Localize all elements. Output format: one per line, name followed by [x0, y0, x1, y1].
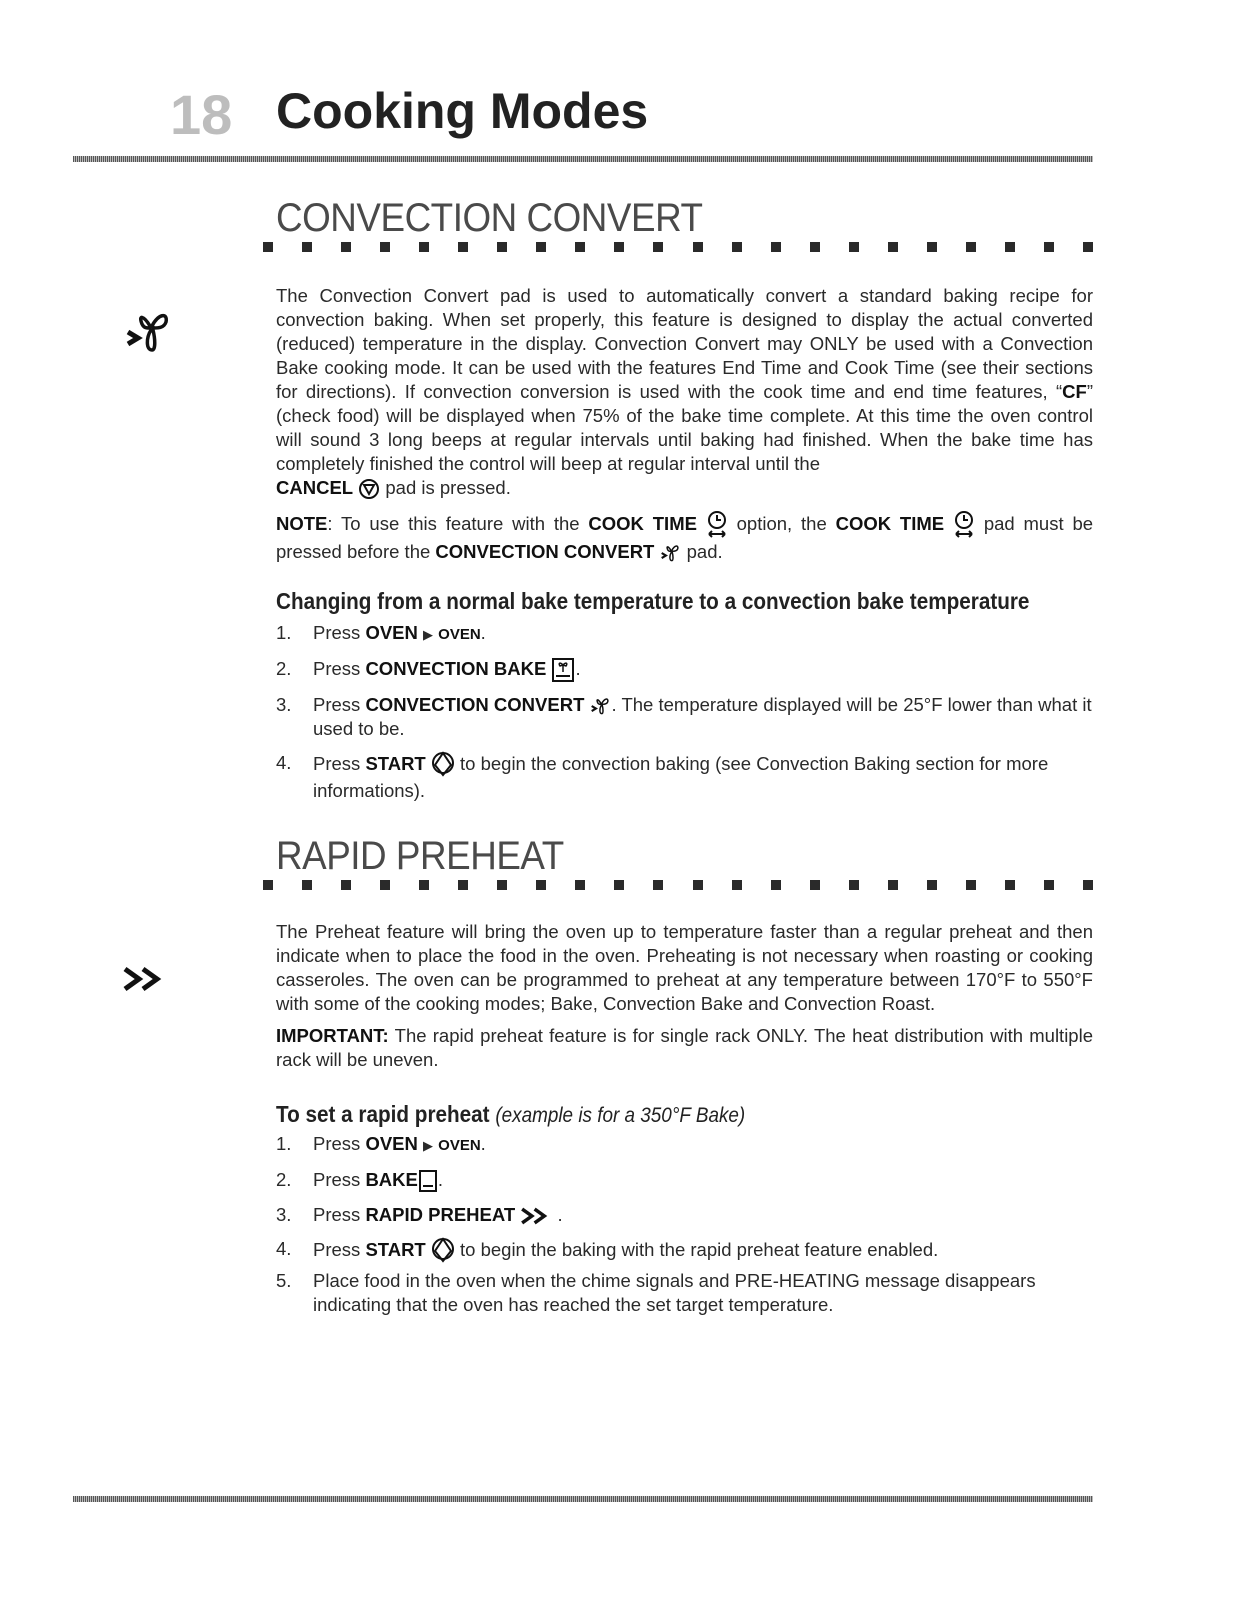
cook-time-icon	[706, 510, 728, 540]
rapid-preheat-heading-note: (example is for a 350°F Bake)	[495, 1104, 746, 1127]
section-dots-divider	[263, 880, 1093, 892]
header-divider	[73, 156, 1093, 162]
oven-key-label: OVEN	[365, 622, 418, 643]
step-number: 3.	[276, 694, 292, 716]
step-number: 2.	[276, 1169, 292, 1190]
convection-steps-heading: Changing from a normal bake temperature to a convection bake temperature	[276, 588, 1030, 614]
start-key-label: START	[365, 753, 426, 775]
convection-fan-icon	[660, 542, 682, 564]
step-number: 5.	[276, 1270, 292, 1292]
rapid-preheat-steps-heading	[276, 1101, 745, 1128]
step-text: .	[437, 1169, 443, 1190]
bake-icon	[418, 1169, 438, 1193]
rapid-preheat-description	[276, 920, 1093, 1080]
step-number: 1.	[276, 622, 292, 643]
step-number: 1.	[276, 1133, 292, 1154]
list-item	[276, 621, 1093, 647]
page-number: 18	[170, 83, 233, 146]
start-icon	[431, 751, 455, 779]
list-item	[276, 1237, 1093, 1265]
list-item	[276, 1132, 1093, 1158]
list-item	[276, 1269, 1093, 1317]
step-number: 3.	[276, 1204, 292, 1226]
cook-time-key-label-2: COOK TIME	[835, 513, 945, 534]
cancel-key-label: CANCEL	[276, 477, 354, 498]
convection-bake-icon	[551, 657, 575, 683]
page-title: Cooking Modes	[276, 83, 649, 139]
cf-code: CF	[1062, 381, 1087, 402]
convection-steps-list	[276, 621, 1093, 813]
rapid-preheat-para: The Preheat feature will bring the oven up to temperature faster than a regular preheat and then indicate when to place the food in the oven. Preheating is not necessary when roasting or cooking casseroles. The oven can be programmed to preheat at any temperature between 170°F to 550°F with some of the cooking modes; Bake, Convection Bake and Convection Roast.	[276, 921, 1093, 1014]
cook-time-key-label: COOK TIME	[588, 513, 697, 534]
step-text: .	[480, 622, 486, 643]
list-item	[276, 657, 1093, 683]
bake-key-label: BAKE	[365, 1169, 418, 1190]
step-number: 2.	[276, 658, 292, 679]
start-key-label: START	[365, 1239, 426, 1260]
note-text-c: pad must be pressed before the	[276, 513, 1094, 563]
oven-key-label: OVEN	[365, 1133, 418, 1154]
start-icon	[431, 1237, 455, 1265]
convection-para-part1: The Convection Convert pad is used to automatically convert a standard baking recipe for convection baking. When set properly, this feature is designed to display the actual converted (reduced) temperature in the display. Convection Convert may ONLY be used with a Convection Bake cooking mode. It can be used with the features End Time and Cook Time (see their sections for directions). If convection conversion is used with the cook time and end time features, “	[276, 285, 1093, 402]
step-text: Press	[313, 1133, 361, 1154]
note-text-d: pad.	[686, 541, 723, 563]
step-number: 4.	[276, 752, 292, 774]
list-item	[276, 1168, 1093, 1193]
important-text: The rapid preheat feature is for single rack ONLY. The heat distribution with multiple rack will be uneven.	[276, 1025, 1093, 1070]
step-text: Press	[313, 1239, 361, 1260]
list-item	[276, 693, 1093, 741]
rapid-preheat-steps-list	[276, 1132, 1093, 1327]
section-title-rapid-preheat: RAPID PREHEAT	[276, 834, 564, 878]
step-text: Press	[313, 694, 361, 716]
note-text-a: : To use this feature with the	[327, 513, 580, 534]
section-title-convection-convert: CONVECTION CONVERT	[276, 196, 703, 240]
convection-fan-icon	[590, 695, 612, 717]
play-arrow-icon: ▶	[423, 627, 434, 642]
step-text: Press	[313, 622, 361, 643]
oven-key-sub-label: OVEN	[438, 1137, 481, 1154]
oven-key-sub-label: OVEN	[438, 626, 481, 643]
note-label: NOTE	[276, 513, 328, 534]
step-text: to begin the convection baking (see Convection Baking section for more informations).	[313, 753, 1049, 802]
list-item	[276, 751, 1093, 803]
step-text: to begin the baking with the rapid preheat feature enabled.	[460, 1239, 939, 1260]
step-number: 4.	[276, 1238, 292, 1260]
rapid-preheat-heading-text: To set a rapid preheat	[276, 1101, 490, 1127]
step-text: Press	[313, 658, 361, 679]
step-text: Place food in the oven when the chime signals and PRE-HEATING message disappears indicating that the oven has reached the set target temperature.	[313, 1270, 1036, 1316]
cook-time-icon	[953, 510, 975, 540]
convection-description	[276, 284, 1093, 572]
step-text: Press	[313, 1204, 361, 1226]
step-text: Press	[313, 1169, 361, 1190]
convection-para-part2: ” (check food) will be displayed when 75% of the bake time complete. At this time the oven control will sound 3 long beeps at regular intervals until baking had finished. When the bake time has completely finished the control will beep at regular interval until the	[276, 381, 1093, 474]
convection-convert-key-label: CONVECTION CONVERT	[365, 694, 585, 716]
important-label: IMPORTANT:	[276, 1025, 389, 1046]
step-text: .	[480, 1133, 486, 1154]
note-text-b: option, the	[736, 513, 827, 534]
step-text: .	[575, 658, 581, 679]
cancel-tail: pad is pressed.	[385, 477, 511, 498]
rapid-preheat-key-label: RAPID PREHEAT	[365, 1204, 516, 1226]
convection-convert-key-label: CONVECTION CONVERT	[435, 541, 655, 563]
section-dots-divider	[263, 242, 1093, 254]
step-text: Press	[313, 753, 361, 775]
list-item	[276, 1203, 1093, 1227]
convection-bake-key-label: CONVECTION BAKE	[365, 658, 547, 679]
step-text: .	[557, 1204, 563, 1226]
cancel-icon	[358, 478, 380, 500]
play-arrow-icon: ▶	[423, 1138, 434, 1153]
footer-divider	[73, 1496, 1093, 1502]
rapid-preheat-icon	[520, 1207, 552, 1225]
step-text: . The temperature displayed will be 25°F lower than what it used to be.	[313, 694, 1092, 740]
convection-fan-icon	[124, 306, 176, 358]
rapid-preheat-icon	[122, 966, 168, 992]
